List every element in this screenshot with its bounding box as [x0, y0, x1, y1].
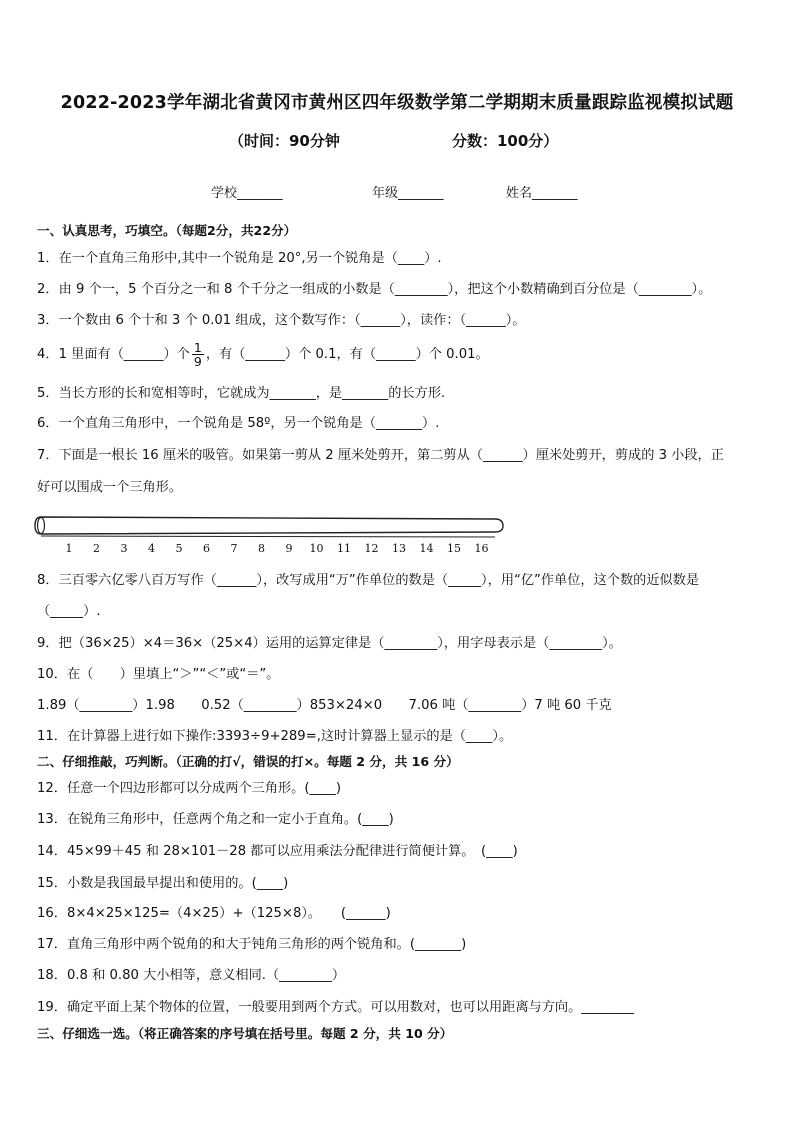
ruler-label: 6	[203, 542, 210, 555]
question-10: 10．在（ ）里填上“＞”“＜”或“＝”。	[37, 667, 280, 682]
fraction-denominator: 9	[193, 353, 202, 369]
ruler-label: 16	[474, 542, 489, 555]
question-18: 18．0.8 和 0.80 大小相等，意义相同.（________）	[37, 968, 346, 983]
question-11: 11．在计算器上进行如下操作:3393÷9+289=,这时计算器上显示的是（____）。	[37, 729, 513, 744]
ruler-label: 13	[392, 542, 406, 555]
section-1-heading: 一、认真思考，巧填空。（每题2分，共22分）	[37, 223, 297, 238]
question-3: 3．一个数由 6 个十和 3 个 0.01 组成，这个数写作：（______），读作：（______）。	[37, 313, 526, 328]
question-2: 2．由 9 个一，5 个百分之一和 8 个千分之一组成的小数是（________），把这个小数精确到百分位是（________）。	[37, 282, 712, 297]
question-9: 9．把（36×25）×4＝36×（25×4）运用的运算定律是（________），用字母表示是（________）。	[37, 636, 622, 651]
ruler-label: 3	[120, 542, 128, 555]
question-5: 5．当长方形的长和宽相等时，它就成为_______，是_______的长方形.	[37, 386, 446, 401]
fraction-numerator: 1	[193, 339, 202, 355]
exam-score: 分数：100分）	[452, 132, 559, 150]
question-7-line-1: 7．下面是一根长 16 厘米的吸管。如果第一剪从 2 厘米处剪开，第二剪从（______）厘米处剪开，剪成的 3 小段，正	[37, 448, 724, 463]
ruler-label: 5	[175, 542, 183, 555]
straw-ruler-figure	[33, 510, 513, 558]
ruler-label: 11	[337, 542, 351, 555]
ruler-label: 15	[447, 542, 461, 555]
question-13: 13．在锐角三角形中，任意两个角之和一定小于直角。(____)	[37, 812, 394, 827]
question-16: 16．8×4×25×125=（4×25）+（125×8）。 (______)	[37, 906, 391, 921]
question-4-after: ，有（______）个 0.1，有（______）个 0.01。	[205, 347, 489, 362]
ruler-label: 4	[148, 542, 155, 555]
question-8-line-1: 8．三百零六亿零八百万写作（______），改写成用“万”作单位的数是（_____），用“亿”作单位，这个数的近似数是	[37, 573, 700, 588]
ruler-label: 9	[285, 542, 293, 555]
ruler-label: 10	[309, 542, 324, 555]
question-8-line-2: （_____）.	[37, 604, 101, 619]
question-10-items: 1.89（________）1.98 0.52（________）853×24×0 7.06 吨（________）7 吨 60 千克	[37, 698, 612, 713]
name-field[interactable]: 姓名_______	[506, 186, 578, 201]
ruler-label: 2	[93, 542, 100, 555]
section-3-heading: 三、仔细选一选。（将正确答案的序号填在括号里。每题 2 分，共 10 分）	[37, 1026, 453, 1041]
section-2-heading: 二、仔细推敲，巧判断。（正确的打√，错误的打×。每题 2 分，共 16 分）	[37, 754, 459, 769]
school-field[interactable]: 学校_______	[211, 186, 283, 201]
ruler-label: 8	[258, 542, 265, 555]
question-7-line-2: 好可以围成一个三角形。	[37, 480, 183, 495]
ruler-line	[41, 536, 495, 537]
ruler-labels	[66, 542, 489, 555]
question-6: 6．一个直角三角形中，一个锐角是 58º，另一个锐角是（_______）.	[37, 416, 440, 431]
grade-field[interactable]: 年级_______	[372, 186, 444, 201]
question-12: 12．任意一个四边形都可以分成两个三角形。(____)	[37, 781, 342, 796]
question-15: 15．小数是我国最早提出和使用的。(____)	[37, 876, 289, 891]
page-title: 2022-2023学年湖北省黄冈市黄州区四年级数学第二学期期末质量跟踪监视模拟试题	[60, 93, 734, 113]
exam-time: （时间：90分钟	[229, 132, 340, 150]
ruler-label: 14	[419, 542, 434, 555]
question-4	[37, 340, 774, 370]
question-19: 19．确定平面上某个物体的位置，一般要用到两个方式。可以用数对，也可以用距离与方向。________	[37, 1000, 635, 1015]
question-14: 14．45×99＋45 和 28×101－28 都可以应用乘法分配律进行简便计算。 (____)	[37, 844, 518, 859]
ruler-label: 1	[65, 542, 73, 555]
question-4-before: 4．1 里面有（______）个	[37, 347, 190, 362]
fraction-one-ninth	[192, 341, 204, 368]
question-17: 17．直角三角形中两个锐角的和大于钝角三角形的两个锐角和。(_______)	[37, 937, 467, 952]
ruler-label: 12	[364, 542, 379, 555]
straw-shape	[35, 517, 503, 534]
question-1: 1．在一个直角三角形中,其中一个锐角是 20°,另一个锐角是（____）.	[37, 251, 442, 266]
ruler-label: 7	[230, 542, 238, 555]
